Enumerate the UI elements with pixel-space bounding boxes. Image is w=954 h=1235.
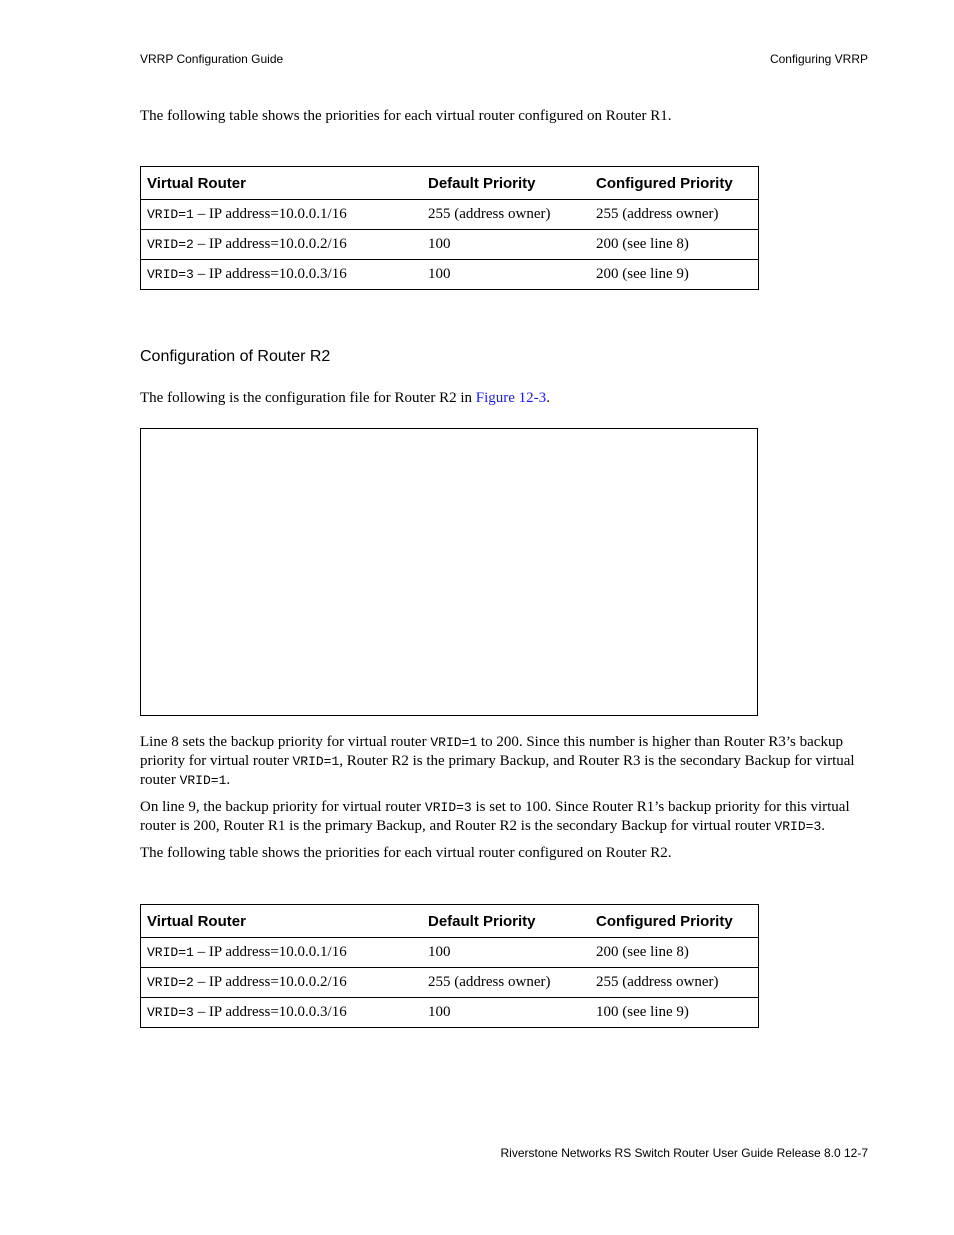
configured-priority-cell: 255 (address owner) <box>590 200 759 230</box>
table-row <box>141 938 759 968</box>
table-row <box>141 230 759 260</box>
running-header-right: Configuring VRRP <box>769 52 868 66</box>
vrid-code: VRID=1 <box>292 754 340 769</box>
text-run: . <box>821 818 826 834</box>
configured-priority-cell: 255 (address owner) <box>590 968 759 998</box>
table-row <box>141 200 759 230</box>
ip-address-text: – IP address=10.0.0.1/16 <box>193 206 347 222</box>
default-priority-cell: 255 (address owner) <box>422 200 590 230</box>
table-header-row <box>141 167 759 200</box>
intro-r1-paragraph: The following table shows the priorities for each virtual router configured on Router R1. <box>140 108 672 124</box>
config-file-box <box>140 428 758 716</box>
configured-priority-cell: 200 (see line 8) <box>590 938 759 968</box>
ip-address-text: – IP address=10.0.0.3/16 <box>193 266 347 282</box>
ip-address-text: – IP address=10.0.0.2/16 <box>193 236 347 252</box>
vrid-code: VRID=1 <box>147 207 194 222</box>
text-run: , Router R2 is the primary Backup, and Router R3 is the secondary Backup for virtual router <box>140 753 855 788</box>
text-run: is set to 100. Since Router R1’s backup priority for this virtual router is 200, Router R1 is the primary Backup, and Router R2 is the secondary Backup for virtual router <box>140 799 850 834</box>
config-intro-paragraph <box>140 389 868 408</box>
text-run: On line 9, the backup priority for virtual router <box>140 799 425 815</box>
ip-address-text: – IP address=10.0.0.2/16 <box>193 974 347 990</box>
virtual-router-cell <box>141 938 423 968</box>
virtual-router-cell <box>141 968 423 998</box>
default-priority-cell: 100 <box>428 1004 451 1020</box>
vrid-code: VRID=1 <box>179 773 227 788</box>
configured-priority-cell: 100 (see line 9) <box>596 1004 689 1020</box>
vrid-code: VRID=2 <box>147 237 194 252</box>
priority-table-r2 <box>140 904 759 1028</box>
virtual-router-cell <box>141 260 423 290</box>
priority-table-r1 <box>140 166 759 290</box>
section-heading: Configuration of Router R2 <box>140 348 331 365</box>
config-intro-text: The following is the configuration file for Router R2 in <box>140 390 476 406</box>
vrid-code: VRID=3 <box>774 819 822 834</box>
line9-paragraph <box>140 798 868 836</box>
vrid-code: VRID=1 <box>147 945 194 960</box>
column-header: Default Priority <box>422 167 590 200</box>
column-header: Configured Priority <box>590 905 759 938</box>
column-header: Default Priority <box>422 905 590 938</box>
table-row <box>141 998 759 1028</box>
default-priority-cell: 255 (address owner) <box>422 968 590 998</box>
table-row <box>141 260 759 290</box>
running-header-left: VRRP Configuration Guide <box>140 52 284 66</box>
vrid-code: VRID=3 <box>424 800 472 815</box>
configured-priority-cell: 200 (see line 9) <box>596 266 689 282</box>
text-run: . <box>226 772 231 788</box>
virtual-router-cell <box>141 998 423 1028</box>
configured-priority-cell: 200 (see line 8) <box>590 230 759 260</box>
intro-r2-paragraph: The following table shows the priorities for each virtual router configured on Router R2. <box>140 845 672 861</box>
vrid-code: VRID=2 <box>147 975 194 990</box>
text-run: Line 8 sets the backup priority for virtual router <box>140 734 431 750</box>
text-run: to 200. Since this number is higher than Router R3’s backup priority for virtual router <box>140 734 843 769</box>
vrid-code: VRID=3 <box>147 267 194 282</box>
default-priority-cell: 100 <box>422 938 590 968</box>
column-header: Virtual Router <box>141 167 423 200</box>
config-intro-end: . <box>546 390 550 406</box>
table-header-row <box>141 905 759 938</box>
column-header: Configured Priority <box>590 167 759 200</box>
ip-address-text: – IP address=10.0.0.3/16 <box>193 1004 347 1020</box>
column-header: Virtual Router <box>141 905 423 938</box>
vrid-code: VRID=3 <box>147 1005 194 1020</box>
default-priority-cell: 100 <box>422 230 590 260</box>
ip-address-text: – IP address=10.0.0.1/16 <box>193 944 347 960</box>
default-priority-cell: 100 <box>428 266 451 282</box>
vrid-code: VRID=1 <box>430 735 478 750</box>
virtual-router-cell <box>141 200 423 230</box>
page-footer: Riverstone Networks RS Switch Router User Guide Release 8.0 12-7 <box>500 1146 868 1160</box>
table-row <box>141 968 759 998</box>
line8-paragraph <box>140 733 868 790</box>
figure-link[interactable]: Figure 12-3 <box>475 390 547 406</box>
virtual-router-cell <box>141 230 423 260</box>
